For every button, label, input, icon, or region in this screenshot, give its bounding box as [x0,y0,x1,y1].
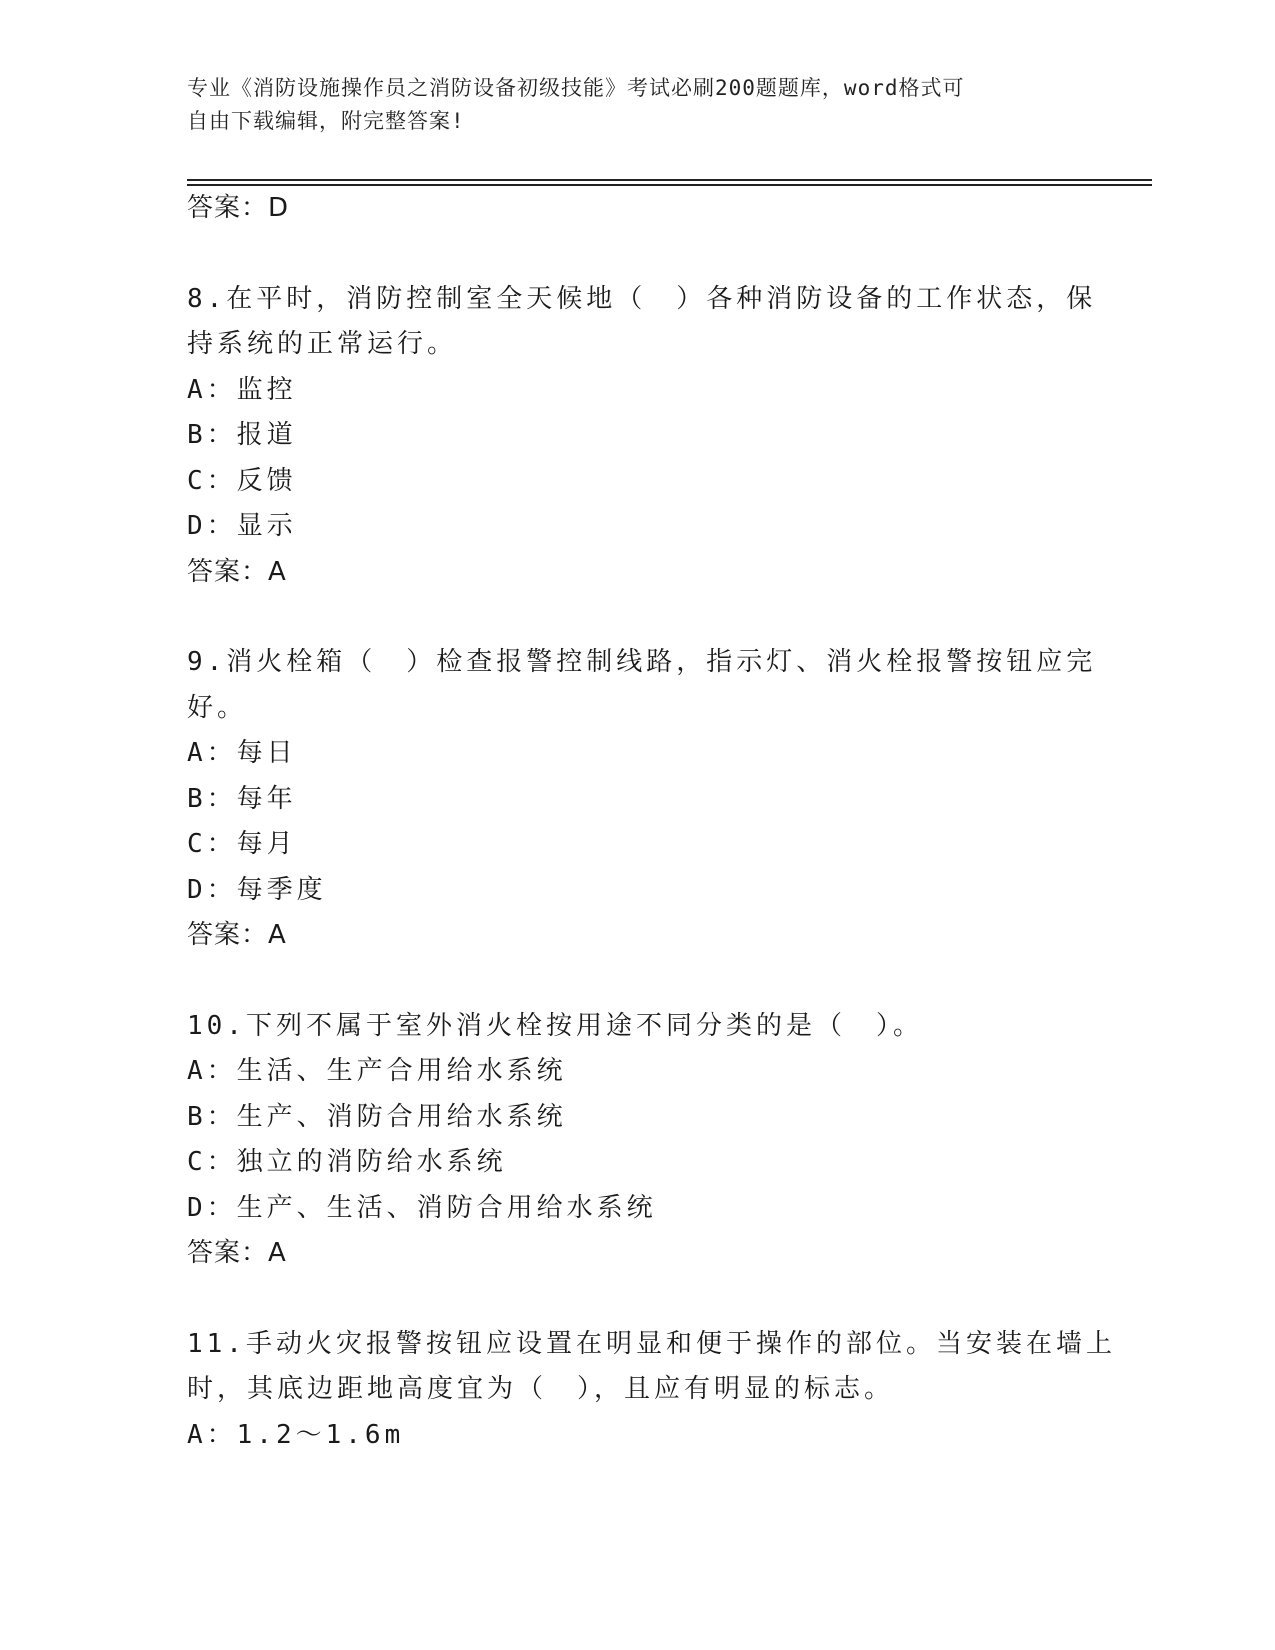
question-8 [187,277,1097,596]
question-stem: 9.消火栓箱（ ）检查报警控制线路，指示灯、消火栓报警按钮应完 [187,647,1097,677]
spacer [187,232,1087,277]
question-11 [187,1322,1116,1459]
question-stem: 10.下列不属于室外消火栓按用途不同分类的是（ ）。 [187,1010,923,1041]
option-d: D：生产、生活、消防合用给水系统 [187,1192,657,1223]
option-d: D：显示 [187,511,297,541]
option-a: A：1.2～1.6m [187,1419,405,1450]
answer: 答案：A [187,1238,287,1268]
option-b: B：每年 [187,783,297,814]
question-stem: 8.在平时，消防控制室全天候地（ ）各种消防设备的工作状态，保 [187,283,1097,314]
spacer [187,1277,1087,1322]
header-divider-top [187,179,1152,181]
question-10 [187,1004,1087,1277]
question-list [187,186,1116,1458]
header-line-1: 专业《消防设施操作员之消防设备初级技能》考试必刷200题题库，word格式可 [187,76,965,100]
question-stem: 持系统的正常运行。 [187,329,458,359]
question-stem: 时，其底边距地高度宜为（ ），且应有明显的标志。 [187,1374,895,1404]
answer: 答案：A [187,920,287,950]
option-c: C：独立的消防给水系统 [187,1147,507,1177]
option-c: C：反馈 [187,465,297,496]
spacer [187,959,1087,1004]
spacer [187,595,1087,640]
option-b: B：报道 [187,420,297,450]
answer: 答案：A [187,556,287,587]
previous-answer: 答案：D [187,193,290,223]
option-c: C：每月 [187,829,297,859]
question-9 [187,640,1097,959]
option-a: A：每日 [187,738,297,768]
option-d: D：每季度 [187,874,327,905]
question-stem: 11.手动火灾报警按钮应设置在明显和便于操作的部位。当安装在墙上 [187,1328,1116,1359]
question-stem: 好。 [187,692,248,723]
header-line-2: 自由下载编辑，附完整答案! [187,109,465,133]
option-a: A：监控 [187,374,297,405]
document-header [187,72,1067,138]
option-a: A：生活、生产合用给水系统 [187,1056,567,1086]
option-b: B：生产、消防合用给水系统 [187,1101,567,1132]
